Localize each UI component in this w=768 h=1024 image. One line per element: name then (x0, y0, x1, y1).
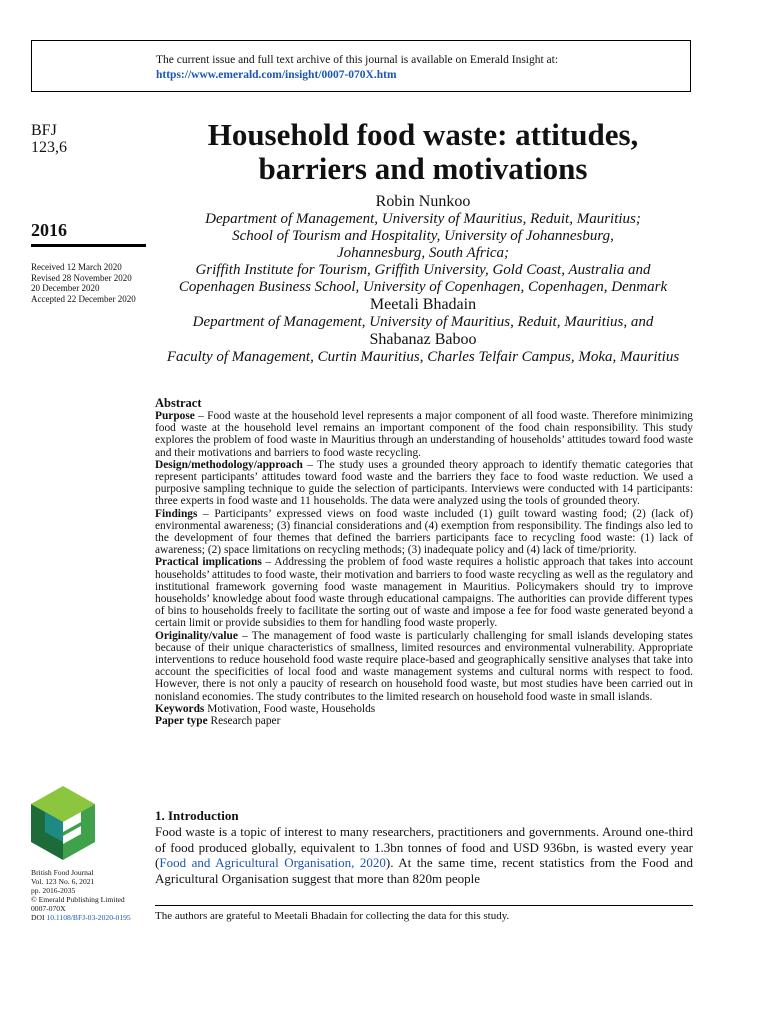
journal-abbrev: BFJ (31, 122, 57, 139)
footnote: The authors are grateful to Meetali Bhadain for collecting the data for this study. (155, 910, 510, 922)
imprint-line: © Emerald Publishing Limited (31, 895, 125, 904)
journal-volume: 123,6 (31, 139, 67, 156)
author-affiliation: Department of Management, University of Mauritius, Reduit, Mauritius, and (192, 314, 654, 330)
title-line: barriers and motivations (258, 151, 588, 186)
journal-imprint (31, 868, 131, 922)
date-line: Accepted 22 December 2020 (31, 293, 136, 304)
banner-text: The current issue and full text archive of this journal is available on Emerald Insight at: (156, 54, 559, 66)
papertype-text: Research paper (207, 715, 281, 728)
citation-link[interactable]: Food and Agricultural Organisation, 2020 (159, 855, 386, 871)
abstract-practical (155, 556, 693, 629)
authors-block (153, 193, 693, 366)
paper-type (155, 715, 693, 727)
abstract-design (155, 459, 693, 508)
design-text: – The study uses a grounded theory approach to identify thematic categories that represent participants’ attitudes toward food waste and the barriers they face to food waste reduction. We used a purposive sampling technique to guide the selection of participants. Interviews were conducted with 14 participants: three experts in food waste and 11 households. The data were analyzed using the tools of grounded theory. (155, 458, 693, 508)
abstract-findings (155, 508, 693, 557)
abstract-originality (155, 630, 693, 703)
introduction-section (155, 808, 693, 886)
findings-text: – Participants’ expressed views on food waste included (1) guilt toward wasting food; (2) (lack of) environmental awareness; (3) financial considerations and (4) exemption from responsibility. The findings also led to the development of four themes that defined the barriers participants face to recycling food waste: (1) lack of awareness; (2) space limitations on recycling methods; (3) inadequate policy and (4) lack of time/priority. (155, 507, 693, 557)
author-affiliation: Copenhagen Business School, University of Copenhagen, Copenhagen, Denmark (178, 279, 668, 295)
keywords-text: Motivation, Food waste, Households (204, 702, 376, 715)
intro-text: Food waste is a topic of interest to many researchers, practitioners and governments. Around one-third of food produced globally, equivalent to 1.3bn tonnes of food and USD 936bn, is wasted every year ( (155, 824, 693, 871)
author-affiliation: Department of Management, University of Mauritius, Reduit, Mauritius; (205, 211, 641, 227)
article-title (153, 118, 693, 186)
banner-link[interactable]: https://www.emerald.com/insight/0007-070X.htm (156, 69, 397, 81)
author-affiliation: Faculty of Management, Curtin Mauritius, Charles Telfair Campus, Moka, Mauritius (166, 349, 680, 365)
imprint-line: pp. 2016-2035 (31, 886, 76, 895)
author-affiliation: Johannesburg, South Africa; (336, 245, 510, 261)
abstract-heading: Abstract (155, 396, 202, 410)
intro-paragraph (155, 824, 693, 886)
title-line: Household food waste: attitudes, (207, 117, 639, 152)
abstract (155, 396, 693, 727)
imprint-line: Vol. 123 No. 6, 2021 (31, 877, 95, 886)
doi-label: DOI (31, 913, 47, 922)
journal-code (31, 122, 67, 156)
findings-label: Findings (155, 507, 198, 520)
journal-banner (31, 40, 691, 92)
doi-line (31, 913, 131, 922)
author-name: Robin Nunkoo (375, 193, 471, 210)
date-line: Revised 28 November 2020 (31, 272, 132, 283)
imprint-line: British Food Journal (31, 868, 94, 877)
keywords-label: Keywords (155, 702, 205, 715)
page-year: 2016 (31, 220, 67, 240)
design-label: Design/methodology/approach (155, 458, 303, 471)
papertype-label: Paper type (155, 715, 208, 728)
abstract-purpose (155, 410, 693, 459)
footnote-rule (155, 905, 693, 906)
originality-text: – The management of food waste is particularly challenging for small islands developing states because of their unique characteristics of smallness, limited resources and environmental vulnerability. Appropriate interventions to reduce household food waste require place-based and geographically sensitive analyses that take into account the specificities of local food and waste management systems and cultural norms with respect to food. However, there is not only a paucity of research on household food waste, but most studies have been carried out in nonisland economies. The study contributes to the limited research on household food waste in small islands. (155, 629, 693, 703)
intro-text: ). At the same time, recent statistics from the Food and Agricultural Organisation suggest that more than 820m people (155, 855, 694, 886)
practical-text: – Addressing the problem of food waste requires a holistic approach that takes into account households’ attitudes to food waste, their motivation and barriers to food waste recycling as well as the regulatory and institutional framework governing food waste management in Mauritius. Policymakers should try to improve households’ knowledge about food waste through educational campaigns. The authorities can provide different types of bins to households freely to facilitate the sorting out of waste and impose a fee for food waste generated beyond a certain limit or provide subsidies to them for handling food waste properly. (155, 556, 693, 630)
keywords (155, 703, 693, 715)
author-affiliation: School of Tourism and Hospitality, University of Johannesburg, (232, 228, 614, 244)
intro-heading: 1. Introduction (155, 808, 239, 823)
date-line: Received 12 March 2020 (31, 262, 122, 272)
doi-link[interactable]: 10.1108/BFJ-03-2020-0195 (46, 913, 131, 922)
purpose-label: Purpose (155, 410, 195, 422)
practical-label: Practical implications (155, 556, 262, 569)
purpose-text: – Food waste at the household level represents a major component of all food waste. Therefore minimizing food waste at the household level remains an important component of the food chain responsibility. This study explores the problem of food waste in Mauritius through an understanding of households’ attitudes toward food waste and their motivations and barriers to food waste recycling. (155, 410, 693, 459)
originality-label: Originality/value (155, 629, 238, 642)
year-rule (31, 244, 146, 247)
author-name: Meetali Bhadain (369, 296, 477, 313)
author-affiliation: Griffith Institute for Tourism, Griffith University, Gold Coast, Australia and (195, 262, 651, 278)
date-line: 20 December 2020 (31, 283, 100, 293)
received-dates (31, 262, 136, 304)
author-name: Shabanaz Baboo (369, 331, 477, 348)
imprint-line: 0007-070X (31, 904, 66, 913)
emerald-logo-icon (31, 786, 95, 860)
